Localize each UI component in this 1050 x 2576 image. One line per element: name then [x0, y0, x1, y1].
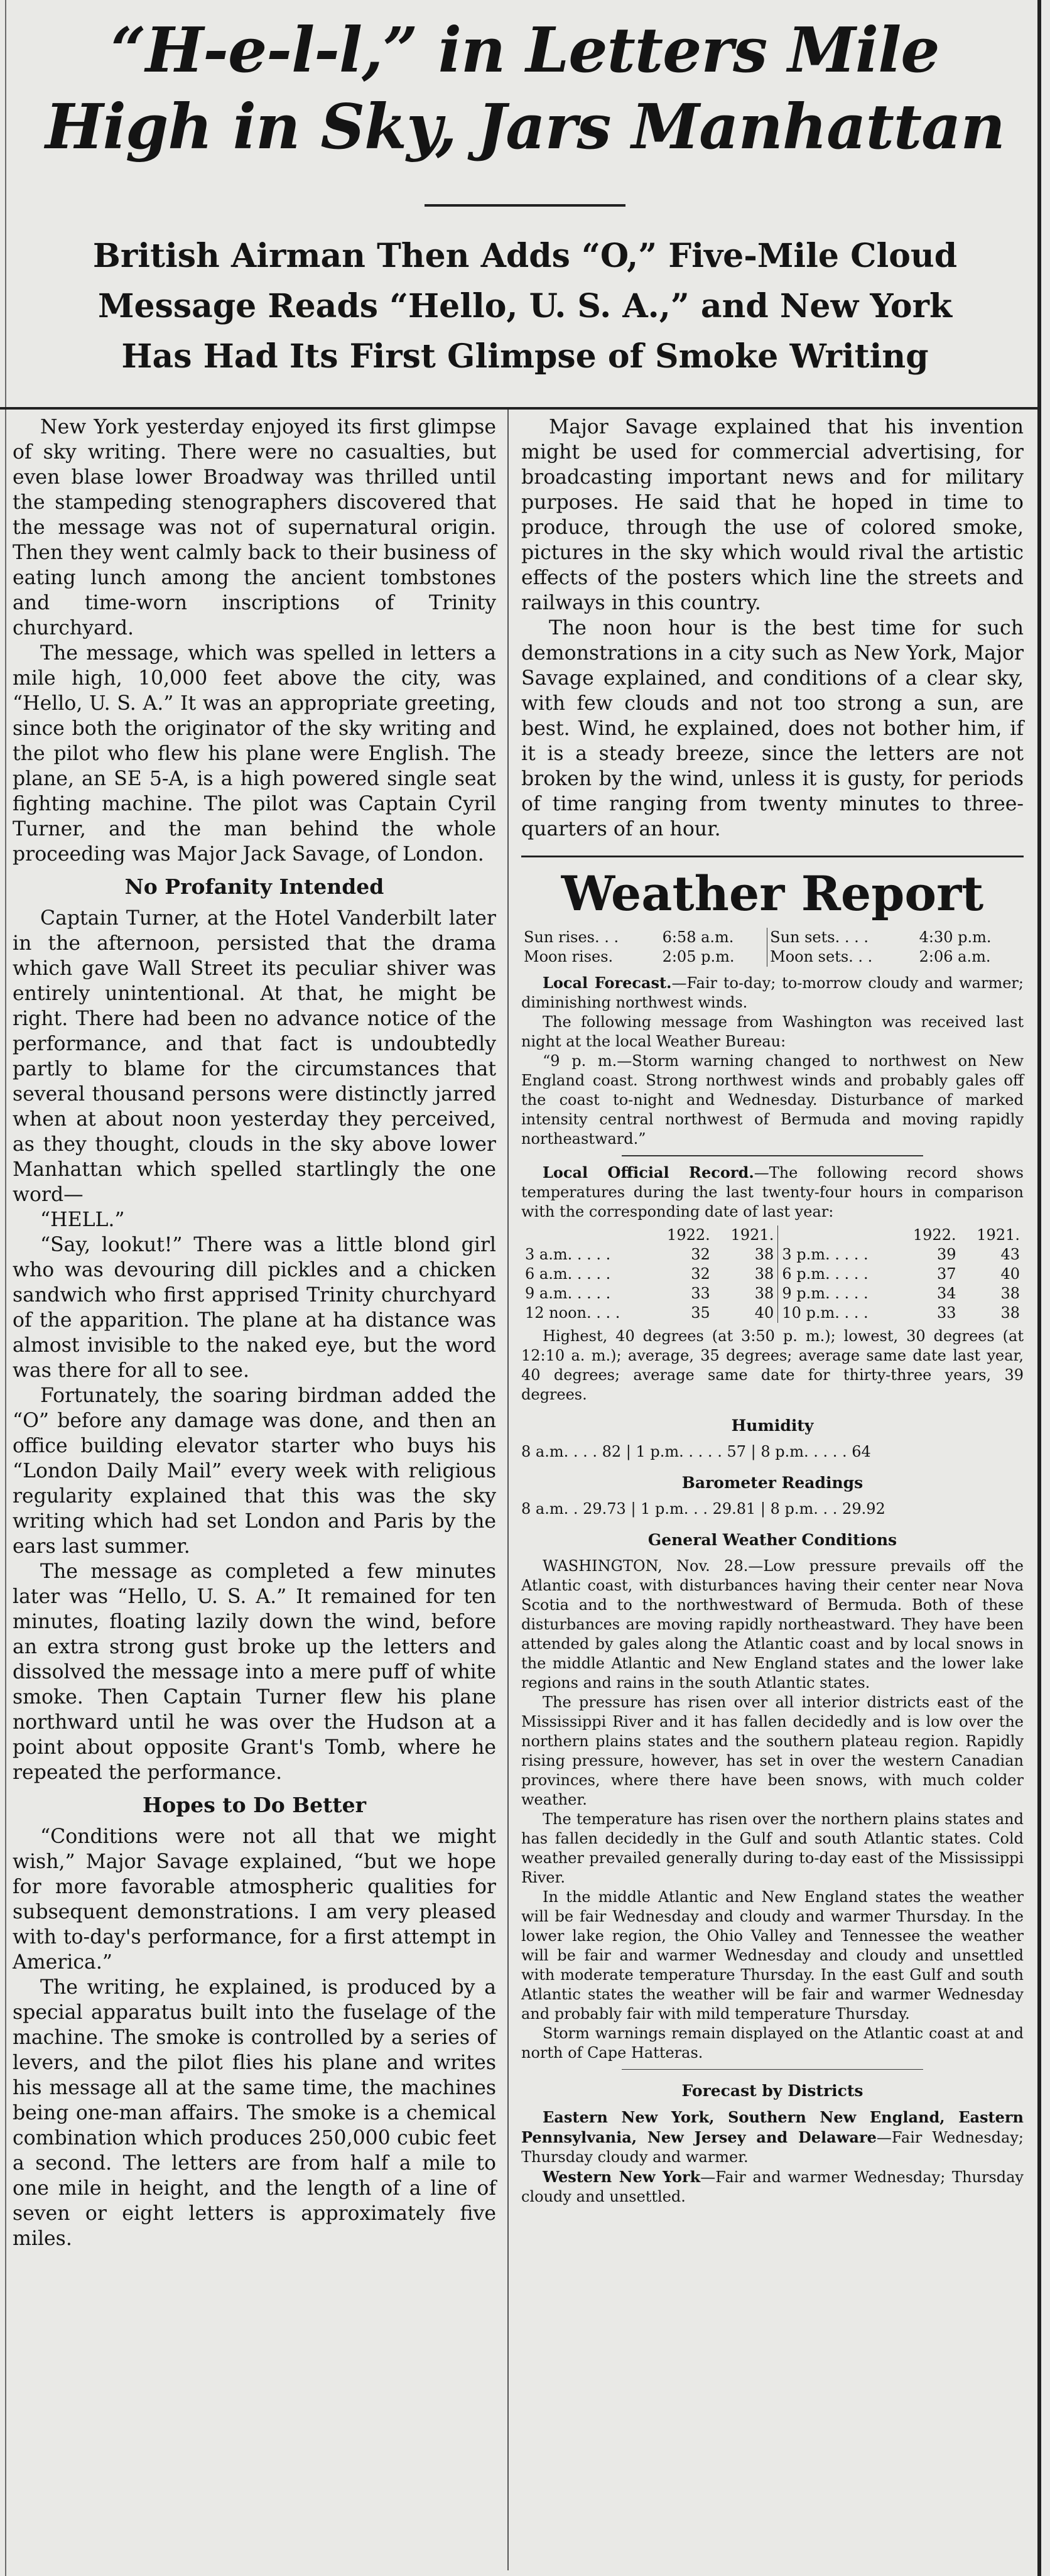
general-conditions-title: General Weather Conditions: [647, 1530, 897, 1549]
time-cell: 9 a.m. . . . .: [525, 1284, 611, 1302]
sun-row: [521, 928, 1024, 947]
district-text: —Fair Wednesday; Thursday cloudy and warmer.: [521, 2129, 1024, 2166]
section-rule: [622, 2069, 923, 2070]
article-paragraph: “HELL.”: [40, 1209, 125, 1231]
temp-cell: 43: [1000, 1245, 1020, 1263]
article-column-right: [521, 415, 1024, 2207]
temperature-table: [521, 1226, 1024, 1323]
article-paragraph: The message as completed a few minutes later was “Hello, U. S. A.” It remained for ten minutes, floating lazily down the wind, before an extra strong gust broke up the letters and dissolved the message into a mere puff of white smoke. Then Captain Turner flew his plane northward until he was over the Hudson at a point about opposite Grant's Tomb, where he repeated the performance.: [13, 1560, 496, 1784]
humidity-readings: 8 a.m. . . . 82 | 1 p.m. . . . . 57 | 8 p.m. . . . . 64: [521, 1442, 871, 1460]
article-column-left: [13, 415, 496, 2569]
local-record-label: Local Official Record.: [543, 1163, 754, 1182]
deck: [0, 231, 1050, 382]
district-label: Eastern New York, Southern New England, Eastern Pennsylvania, New Jersey and Delaware: [521, 2108, 1024, 2146]
time-cell: 6 p.m. . . . .: [782, 1264, 869, 1283]
local-forecast-block: [521, 973, 1024, 1149]
general-paragraph: In the middle Atlantic and New England states the weather will be fair Wednesday and cloudy and warmer Thursday. In the lower lake region, the Ohio Valley and Tennessee the weather will be fair and warmer Wednesday and cloudy and unsettled with moderate temperature Thursday. In the east Gulf and south Atlantic states the weather will be fair and warmer Wednesday and probably fair with mild temperature Thursday.: [521, 1888, 1024, 2023]
local-forecast: [521, 973, 1024, 1013]
deck-rule: [0, 407, 1037, 410]
sun-cell: Sun sets. . . .: [770, 928, 869, 946]
temperature-row: [521, 1303, 1024, 1323]
local-record: [521, 1163, 1024, 1222]
article-paragraph: Major Savage explained that his invention might be used for commercial advertising, for broadcasting important news and for military purposes. He said that he hoped in time to produce, through the use of colored smoke, pictures in the sky which would rival the artistic effects of the posters which line the streets and railways in this country.: [521, 416, 1024, 614]
barometer-title: Barometer Readings: [681, 1473, 863, 1492]
local-forecast-label: Local Forecast.: [543, 974, 672, 992]
time-cell: 3 p.m. . . . .: [782, 1245, 869, 1263]
temp-cell: 38: [714, 1284, 778, 1303]
article-paragraph: The message, which was spelled in letters a mile high, 10,000 feet above the city, was “Hello, U. S. A.” It was an appropriate greeting, since both the originator of the sky writing and the pilot who flew his plane were English. The plane, an SE 5-A, is a high powered single seat fighting machine. The pilot was Captain Cyril Turner, and the man behind the whole proceeding was Major Jack Savage, of London.: [13, 642, 496, 866]
temp-cell: 38: [1000, 1303, 1020, 1322]
time-cell: 9 p.m. . . . .: [782, 1284, 869, 1302]
section-rule: [622, 1155, 923, 1156]
temp-cell: 32: [691, 1245, 710, 1263]
district-forecast: [521, 2167, 1024, 2207]
general-paragraph: Storm warnings remain displayed on the Atlantic coast at and north of Cape Hatteras.: [521, 2024, 1024, 2062]
header-cell: 1921.: [977, 1226, 1020, 1244]
district-forecast: [521, 2107, 1024, 2167]
page-edge-rule: [5, 0, 6, 2576]
temp-cell: 40: [1000, 1264, 1020, 1283]
article-paragraph: Fortunately, the soaring birdman added the “O” before any damage was done, and then an office building elevator starter who buys his “London Daily Mail” every week with religious regularity explained that this was the sky writing which had set London and Paris by the ears last summer.: [13, 1384, 496, 1558]
article-paragraph: New York yesterday enjoyed its first glimpse of sky writing. There were no casualties, but even blase lower Broadway was thrilled until the stampeding stenographers discovered that the message was not of supernatural origin. Then they went calmly back to their business of eating lunch among the ancient tombstones and time-worn inscriptions of Trinity churchyard.: [13, 416, 496, 639]
headline-line-1: “H-e-l-l,” in Letters Mile: [111, 14, 939, 87]
district-label: Western New York: [543, 2168, 701, 2186]
temp-cell: 38: [1000, 1284, 1020, 1302]
deck-line-2: Message Reads “Hello, U. S. A.,” and New York: [97, 287, 953, 325]
temperature-header: [521, 1226, 1024, 1245]
subhead-no-profanity: No Profanity Intended: [124, 874, 384, 899]
header-cell: 1922.: [667, 1226, 710, 1244]
sun-cell: 4:30 p.m.: [919, 928, 992, 946]
record-summary-block: [521, 1327, 1024, 1405]
temp-cell: 38: [714, 1264, 778, 1284]
record-summary: Highest, 40 degrees (at 3:50 p. m.); lowest, 30 degrees (at 12:10 a. m.); average, 35 degrees; average same date last year, 40 degrees; average same date for thirty-three years, 39 degrees.: [521, 1327, 1024, 1403]
humidity-title: Humidity: [731, 1416, 814, 1435]
column-border-rule: [1037, 0, 1041, 2576]
subhead-hopes: Hopes to Do Better: [143, 1793, 366, 1817]
temperature-row: [521, 1284, 1024, 1303]
temperature-row: [521, 1264, 1024, 1284]
general-conditions-block: [521, 1557, 1024, 2063]
local-record-text: —The following record shows temperatures during the last twenty-four hours in comparison with the corresponding date of last year:: [521, 1163, 1024, 1220]
general-paragraph: The pressure has risen over all interior districts east of the Mississippi River and it has fallen decidedly and is low over the northern plains states and the southern plateau region. Rapidly rising pressure, however, has set in over the western Canadian provinces, where there have been snows, with much colder weather.: [521, 1693, 1024, 1808]
moon-cell: Moon sets. . .: [770, 948, 873, 965]
article-paragraph: “Say, lookut!” There was a little blond girl who was devouring dill pickles and a chicken sandwich who first apprised Trinity churchyard of the apparition. The plane at ha distance was almost invisible to the naked eye, but the word was there for all to see.: [13, 1234, 496, 1382]
time-cell: 10 p.m. . . .: [782, 1303, 869, 1322]
temp-cell: 33: [937, 1303, 956, 1322]
districts-block: [521, 2107, 1024, 2207]
time-cell: 12 noon. . . .: [525, 1303, 620, 1322]
article-paragraph: Captain Turner, at the Hotel Vanderbilt later in the afternoon, persisted that the drama which gave Wall Street its peculiar shiver was entirely unintentional. At that, he might be right. There had been no advance notice of the performance, and that fact is undoubtedly partly to blame for the circumstances that several thousand persons were distinctly jarred when at about noon yesterday they perceived, as they thought, clouds in the sky above lower Manhattan which spelled startlingly the one word—: [13, 907, 496, 1206]
column-divider: [507, 410, 509, 2570]
moon-cell: 2:05 p.m.: [660, 947, 767, 967]
time-cell: 6 a.m. . . . .: [525, 1264, 611, 1283]
barometer-readings: 8 a.m. . 29.73 | 1 p.m. . . 29.81 | 8 p.m. . . 29.92: [521, 1499, 885, 1518]
deck-line-1: British Airman Then Adds “O,” Five-Mile Cloud: [92, 237, 958, 275]
message-intro: The following message from Washington was received last night at the local Weather Bureau:: [521, 1013, 1024, 1050]
local-forecast-text: —Fair to-day; to-morrow cloudy and warmer; diminishing northwest winds.: [521, 974, 1024, 1011]
general-paragraph: The temperature has risen over the northern plains states and has fallen decidedly in the Gulf and south Atlantic states. Cold weather prevailed generally during to-day east of the Mississippi River.: [521, 1810, 1024, 1886]
local-record-block: [521, 1163, 1024, 1222]
sun-cell: Sun rises. . .: [524, 928, 619, 946]
sun-moon-table: [521, 928, 1024, 967]
article-paragraph: The noon hour is the best time for such demonstrations in a city such as New York, Major Savage explained, and conditions of a clear sky, with few clouds and not too strong a sun, are best. Wind, he explained, does not bother him, if it is a steady breeze, since the letters are not broken by the wind, unless it is gusty, for periods of time ranging from twenty minutes to three-quarters of an hour.: [521, 617, 1024, 840]
time-cell: 3 a.m. . . . .: [525, 1245, 611, 1263]
weather-rule: [521, 856, 1024, 857]
moon-cell: Moon rises.: [524, 948, 614, 965]
moon-cell: 2:06 a.m.: [919, 948, 991, 965]
moon-row: [521, 947, 1024, 967]
temperature-row: [521, 1245, 1024, 1264]
header-cell: 1922.: [912, 1226, 956, 1244]
temp-cell: 35: [691, 1303, 710, 1322]
temp-cell: 38: [714, 1245, 778, 1264]
sun-cell: 6:58 a.m.: [660, 928, 767, 947]
header-cell: [778, 1226, 896, 1245]
article-paragraph: “Conditions were not all that we might wish,” Major Savage explained, “but we hope for more favorable atmospheric qualities for subsequent demonstrations. I am very pleased with to-day's performance, for a first attempt in America.”: [13, 1825, 496, 1974]
temp-cell: 34: [937, 1284, 956, 1302]
header-cell: [521, 1226, 650, 1245]
temp-cell: 32: [691, 1264, 710, 1283]
header-cell: 1921.: [714, 1226, 778, 1245]
weather-title: Weather Report: [561, 866, 984, 921]
district-text: —Fair and warmer Wednesday; Thursday cloudy and unsettled.: [521, 2168, 1024, 2205]
temp-cell: 40: [714, 1303, 778, 1323]
message-body: “9 p. m.—Storm warning changed to northwest on New England coast. Strong northwest winds and probably gales off the coast to-night and Wednesday. Disturbance of marked intensity central northwest of Bermuda and moving rapidly northeastward.”: [521, 1052, 1024, 1148]
headline-rule: [425, 204, 625, 207]
article-paragraph: The writing, he explained, is produced by a special apparatus built into the fuselage of the machine. The smoke is controlled by a series of levers, and the pilot flies his plane and writes his message all at the same time, the machines being one-man affairs. The smoke is a chemical combination which produces 250,000 cubic feet a second. The letters are from half a mile to one mile in height, and the length of a line of seven or eight letters is approximately five miles.: [13, 1976, 496, 2250]
districts-title: Forecast by Districts: [681, 2082, 863, 2100]
deck-line-3: Has Had Its First Glimpse of Smoke Writing: [121, 337, 929, 376]
general-paragraph: WASHINGTON, Nov. 28.—Low pressure prevails off the Atlantic coast, with disturbances having their center near Nova Scotia and to the northwestward of Bermuda. Both of these disturbances are moving rapidly northeastward. They have been attended by gales along the Atlantic coast and by local snows in the middle Atlantic and New England states and the lower lake regions and rains in the south Atlantic states.: [521, 1557, 1024, 1692]
temp-cell: 37: [937, 1264, 956, 1283]
headline: [0, 13, 1050, 166]
temp-cell: 33: [691, 1284, 710, 1302]
temp-cell: 39: [937, 1245, 956, 1263]
headline-line-2: High in Sky, Jars Manhattan: [45, 91, 1005, 163]
